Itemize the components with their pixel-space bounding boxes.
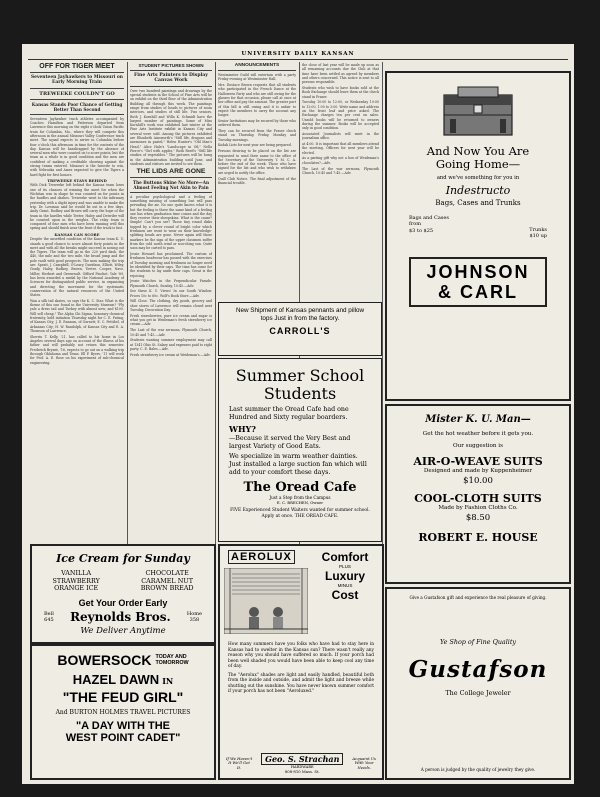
aerolux-strachan-ad	[218, 544, 384, 780]
order-early: Get Your Order Early	[78, 597, 168, 608]
aerolux-body: How many summers have you folks who have had to stay here in Kansas had to swelter in the Kansas sun? There wasn't really any reason why you should have suffered so much. If your porch had been well shaded you would have been able to keep cool any time of day.	[228, 642, 374, 669]
carrolls-name: CARROLL'S	[269, 326, 331, 336]
column-4-announcements	[302, 63, 379, 299]
article-text-block: Wan a silk tail skates, so says the K. C. Star. What is the theme of this one found in the University Museum? "Fly yale a dress tail and Turkey with almost new; and $100. Will sell cheap." The Alpha Chi Sigma, honorary chemical fraternity, held initiation Thursday night for C. E. Fating, of Kansas City; J. E. Ransom, of Garnett; E. C. Pettibel, of Arkansas City; H. W. Randolph, of Kansas City and E. A. Thomson of Lawrence.	[30, 298, 124, 333]
footer-left-line: If We Haven't	[226, 755, 253, 761]
johnson-logo-line2: & CARL	[438, 282, 518, 302]
page-header: UNIVERSITY DAILY KANSAN	[241, 51, 355, 57]
aerolux-cost: Cost	[331, 588, 359, 602]
article-text-block: Despite the unsettled condition of the Kansas team K. U. stands a good chance to score almost forty points in the meet and with all the breaks might succeed in nosing out the Tigers. The team will go in the 220 yard dash, the 440, the mile and the two mile, the broad jump and the pole vault with good prospects. The men making the trip are: Spratt, J. Campbell, O'Leary, Davidson, Elliott, Wiley, Grady, Haley, Rodkey, Brown, Teeter, Cooper, Nave, Miller, Herbert and Greenwalt. Gifford Pinchot, Yale '89, has been awarded a medal by the National Academy of Sciences for distinguished public service, in organizing and directing the movement for the systematic conservation of the natural resources of the United States.	[30, 237, 124, 298]
summer-footer: FIVE Experienced Student Waiters wanted for summer school. Apply at once. THE OREAD CAFE.	[230, 508, 370, 519]
hazel-in: IN	[162, 676, 174, 686]
house-headline: Mister K. U. Man—	[425, 414, 531, 425]
robert-e-house-name: ROBERT E. HOUSE	[418, 531, 538, 544]
summer-because-1: —Because it served the Very Best and largest Variety of Good Eats.	[229, 435, 351, 450]
classified-ad: Will Close. The clothing, dry goods, grocery and shoe stores of Lawrence will remain closed next Tuesday, Decoration Day.	[130, 299, 212, 313]
lids-headline: THE LIDS ARE GONE	[136, 167, 206, 175]
cool-cloth-price: $8.50	[465, 513, 491, 523]
footer-left-line: It We'll Get	[228, 760, 250, 766]
footer-right-line: Needs.	[357, 764, 371, 770]
ice-cream-title: Ice Cream for Sunday	[56, 552, 190, 565]
johnson-subline: and we've something for you in	[436, 175, 520, 181]
bell-label: Bell	[44, 610, 54, 617]
aerolux-minus: MINUS	[337, 583, 353, 588]
strachan-logo: Geo. S. Strachan	[261, 753, 343, 765]
article-text-block: Mrs. Eustace Brown requests that all students who participated in the French Dance at the Halloween Party and who are still owing for the glasses for that occasion, please call at once at her office and pay the amount. The greater part of this bill is still owing and it is unfair to expect the members to carry the account any longer.	[218, 83, 296, 118]
classified-ad: The Last of the war sermons, Plymouth Church, 10:45 and 7:45.—Adv.	[130, 328, 212, 337]
price-list	[387, 215, 569, 249]
subhead-kansas-can-score: KANSAS CAN SCORE	[54, 232, 100, 238]
subhead-treweeke-stays: TREWEEKE STAYS BEHIND	[47, 178, 107, 184]
announcement-item: Students who wish to have books sold at the Book Exchange should leave them at the check stand in Fraser.	[302, 85, 379, 99]
air-o-weave-suits: AIR-O-WEAVE SUITS	[413, 455, 543, 468]
footer-right-line: Acquaint Us	[352, 755, 376, 761]
cool-cloth-maker: Made by Fashion Cloths Co.	[438, 505, 518, 511]
aerolux-comfort: Comfort	[321, 550, 369, 564]
carrolls-ad	[218, 302, 382, 356]
announcement-item: As a parting gift why not a box of Weideman's chocolates?—Adv.	[302, 156, 379, 165]
oread-cafe-name: The Oread Cafe	[243, 480, 357, 496]
gustafson-top-line: Give a Gustafson gift and experience the real pleasure of giving.	[409, 595, 547, 600]
feud-girl-title: "THE FEUD GIRL"	[62, 689, 184, 705]
summer-why: WHY?	[229, 424, 256, 435]
article-text-block: The Last of the war sermons, Plymouth Church, 10:45 and 7:45.—Adv.	[302, 166, 379, 175]
robert-e-house-ad	[385, 404, 571, 584]
treweeke-headline: TREWEEKE COULDN'T GO	[39, 90, 115, 97]
strachan-address: 808-810 Mass. St.	[284, 769, 320, 774]
porch-illustration	[224, 568, 308, 634]
article-text-block: Over two hundred paintings and drawings by the special students in the School of Fine Arts will be on exhibit on the third floor of the Administration Building all through this week. The paintings range from studies of heads to pictures of room interiors, and studies of still life. Two seniors, Ruth J. Kornhill and Willa K. Schmidt have the largest number of paintings. Some of Miss Kornhill's work was exhibited last winter at the Fine Arts Institute exhibit in Kansas City and several were sold. Among the pictures exhibited are Elizabeth Ainsworth's "Still life, dragons and anemones in pastel," Helen Hunter's "Old Man's Head," Alice Hale's "Landscape in Oil," Nella Pierce's "Girl with apples," Ruth Reed's "Still life studies of vegetables." The pictures will be hung in the Administration building until June, and students and visitors are invited to see them.	[130, 88, 212, 166]
announcement-item: Westminster Guild will entertain with a party Friday evening at Westminster Hall.	[218, 73, 296, 82]
indestructo-brand: Indestructo	[445, 184, 511, 197]
summer-title-line1: Summer School	[235, 366, 365, 385]
aerolux-body-2: The "Aerolux" shades are light and easily handled, beautiful both from the inside and outside, and admit the light and breeze while shutting out the sunshine. You have never known summer comfort if your porch has not been "Aeroluxed."	[228, 672, 374, 694]
gustafson-name: Gustafson	[408, 656, 548, 683]
hazel-dawn: HAZEL DAWN	[72, 672, 160, 687]
flavor-item: STRAWBERRY	[52, 576, 100, 585]
classified-ad: Fresh strawberry ice cream at Weideman's.—Adv.	[130, 352, 211, 357]
article-text-block: the close of last year will be made up soon as all remaining accounts due the Club at that time have been settled as agreed by members and others concerned. This notice is sent to all persons responsible.	[302, 63, 379, 85]
article-text-block: They can be secured from the Fraser check stand on Thursday, Friday, Monday and Tuesday mornings.	[218, 129, 296, 142]
announcement-item: Senior Invitations may be secured by those who ordered them.	[218, 118, 296, 128]
gustafson-jeweler-line: The College Jeweler	[445, 689, 511, 697]
bowersock-name: BOWERSOCK	[57, 652, 152, 668]
johnson-carl-logo	[409, 257, 547, 307]
classified-ad: Jessie Watches in the Perpendicular Parade. Plymouth Church, Sunday, 10:45.—Adv.	[130, 279, 212, 288]
aerolux-logo: AEROLUX	[228, 550, 295, 564]
flavor-item: BROWN BREAD	[140, 584, 194, 593]
column-3-announcements	[218, 63, 296, 299]
johnson-headline-2: Going Home—	[435, 157, 521, 171]
cool-cloth-suits: COOL-CLOTH SUITS	[414, 492, 542, 505]
flavor-list	[32, 570, 214, 593]
treweeke-deck: Kansas Stands Poor Chance of Getting Better Than Second	[31, 101, 123, 112]
aerolux-plus: PLUS	[338, 564, 351, 569]
flavor-item: VANILLA	[61, 569, 92, 577]
gustafson-jeweler-ad	[385, 587, 571, 780]
article-text-block: Tuesday 10:00 to 12:00, or Wednesday 10:00 to 12:00, 1:00 to 3:00. Write name and address on the front leaf and price asked. The Exchange charges ten per cent on sales. Unsold books will be returned to owners during the summer. Books will be accepted only in good condition.	[302, 100, 379, 131]
gustafson-shop-line: Ye Shop of Fine Quality	[439, 638, 517, 646]
tiger-meet-deck: Seventeen Jayhawkers to Missouri on Early Morning Train	[31, 75, 123, 86]
oread-cafe-owner: E. C. BRECHEN, Owner	[276, 500, 324, 506]
article-text-block: Sherrin T. Kelly, '21, has called to his home in Los Angeles several days ago on account of the illness of his father and will probably not return this semester. Frederick Bryant, '16, expects to go out on a walking trip through Oklahoma and Texas. Ell F. Byers, '11 will work for Prof. A. E. Rose on his experiment of sub-chemical engineering.	[30, 334, 124, 365]
article-text-block: A peculiar psychological and a feeling of something missing of something lost will pass pervading the air. No one quite knows what it is but the feeling is there the same kind of a feeling one has when graduation time comes and the day they receive their sheepskins. What is the cause? Simple! Can't you see? Those tiny round disks topped by a clever round of bright color which freshmen are wont to wear on their knowledge-splitting heads are gone. Never again will those markers be the sign of the upper classmen suffer from the cold north wind or scorching sun. Quite soon may be carted to pass.	[130, 194, 212, 251]
johnson-carl-ad	[385, 71, 571, 401]
house-line-2: Our suggestion is	[453, 443, 503, 449]
lids-deck: The Buttons Shine No More—An Almost Feeling Not Akin to Pain	[132, 179, 210, 190]
header-rule	[28, 59, 568, 60]
article-text-block: at 4:00. It is important that all members attend the meeting. Officers for next year will be elected.	[302, 142, 379, 155]
flavor-item: CARAMEL NUT	[141, 576, 193, 585]
oread-cafe-tagline: Just a Step from the Campus	[269, 495, 331, 501]
footer-left-line: It.	[236, 764, 242, 770]
flavor-item: ORANGE ICE	[54, 584, 99, 593]
classified-ad: Fresh strawberries, pure ice cream and sugar is what you get in Weideman's fresh strawberry ice cream.—Adv.	[130, 313, 212, 327]
tiger-meet-headline: OFF FOR TIGER MEET	[39, 63, 115, 70]
johnson-headline-1: And Now You Are	[426, 144, 530, 158]
strachan-hardware: HARDWARE	[290, 765, 314, 769]
bags-from: from	[409, 221, 421, 228]
gustafson-bottom-line: A person is judged by the quality of jewelry they give.	[420, 767, 536, 772]
bags-label: Bags and Cases	[409, 215, 449, 221]
home-number: 358	[189, 616, 200, 623]
student-pictures-deck: Fine Arts Painters to Display Canvas Work	[134, 73, 208, 84]
johnson-tagline: Bags, Cases and Trunks	[435, 199, 521, 207]
aerolux-luxury: Luxury	[324, 569, 365, 583]
burton-holmes-line: And BURTON HOLMES TRAVEL PICTURES	[55, 709, 191, 716]
newspaper-page	[22, 44, 574, 784]
bags-price: $3 to $25	[409, 227, 434, 234]
home-label: Home	[186, 610, 202, 617]
johnson-logo-line1: JOHNSON	[426, 262, 530, 282]
day-with-line-1: "A DAY WITH THE	[75, 720, 171, 732]
trunk-illustration	[438, 81, 518, 139]
summer-because-2: We specialize in warm weather dainties. Just installed a large suction fan which will add to your comfort these days.	[229, 453, 367, 476]
announcements-headline: ANNOUNCEMENTS	[234, 63, 280, 68]
strachan-footer	[220, 753, 382, 774]
announcement-item: Kodak Lists for next year are being prepared.	[218, 143, 292, 148]
trunks-label: Trunks	[529, 227, 547, 233]
trunks-price: $10 up	[529, 233, 547, 240]
bowersock-theatre-ad	[30, 644, 216, 780]
article-text-block: Seventeen Jayhawker track athletes accompanied by Coaches Hamilton and Patterson departed from Lawrence this morning on the eight o'clock Union Pacific train for Columbia, Mo., where they will compete this afternoon in the annual Missouri Valley Conference track meet. The squad expects to arrive in Columbia before four o'clock this afternoon in time for the contests of the day. Kansas will be handicapped by the absence of several men who were counted on to score points, but the team as a whole is in good condition and the men are confident of making a creditable showing against the strong teams entered. Missouri is the favorite to win, with Nebraska and Ames expected to give the Tigers a hard fight for first honors.	[30, 116, 124, 177]
deliver-anytime: We Deliver Anytime	[80, 625, 166, 636]
classified-ad: Students wanting summer employment may call at 1341 Ohio St. Salary and expenses paid to right party. C. E. Bales.—Adv.	[130, 338, 212, 351]
article-text-block: Persons desiring to be placed on the list are requested to send their name to the office of the Secretary of the University Y. M. C. A. before the end of the week. Those who have signed for the list and who wish to withdraw are urged to notify the office.	[218, 149, 296, 175]
oread-cafe-ad	[218, 358, 382, 542]
day-with-line-2: WEST POINT CADET"	[65, 732, 181, 744]
student-pictures-headline: STUDENT PICTURES SHOWN	[138, 63, 204, 68]
reynolds-ice-cream-ad	[30, 544, 216, 644]
air-o-weave-price: $10.00	[463, 476, 493, 486]
house-line-1: Get the hot weather before it gets you.	[422, 431, 534, 437]
today-label: TODAY AND	[155, 653, 187, 660]
reynolds-bros-name: Reynolds Bros.	[70, 609, 171, 624]
summer-title-line2: Students	[263, 384, 337, 403]
tomorrow-label: TOMORROW	[155, 660, 189, 666]
announcement-item: Associated Journalists will meet in the journalism office.	[302, 131, 379, 141]
classified-ad: See these K. U. Views! In our South Window. Prices 10c to 60c. Wolf's Book Store.—Adv.	[130, 289, 212, 298]
article-text-block: Jessie Howard has proclaimed. The custom of freshmen headwear has passed with the exercises of Tuesday morning and freshmen no longer need be identified by their caps. The time has come for the students to lay aside their caps. Great is the rejoicing.	[130, 252, 212, 278]
air-o-weave-maker: Designed and made by Kuppenheimer	[423, 468, 533, 474]
announcement-item: Quill Club Notice. The final adjustment of the financial trouble.	[218, 176, 296, 185]
article-text-block: With Dick Treweeke left behind the Kansas team loses one of its chances of winning the meet for when the Wichitan was in shape he was counted on for points in the hurdles and dashes. Treweeke went to the infirmary yesterday with a slight injury and was unable to make the trip. Dr. Lowman said he would be out in a few days. Andy Grant, Rodkey and Brown will carry the hope of the team in the hurdles while Teeter, Haley and Detwiler will be counted upon in the weights. The relay team is composed of four men who have been running well this spring and should finish near the front if the track is fast.	[30, 183, 124, 231]
bell-number: 645	[44, 616, 54, 623]
pennants-text: New Shipment of Kansas pennants and pillow tops Just in from the factory.	[235, 307, 365, 322]
footer-right-line: With Your	[354, 760, 374, 766]
reynolds-contact-row	[32, 608, 214, 624]
flavor-item: CHOCOLATE	[145, 569, 189, 577]
summer-body: Last summer the Oread Cafe had one Hundred and Sixty regular boarders.	[229, 406, 349, 421]
